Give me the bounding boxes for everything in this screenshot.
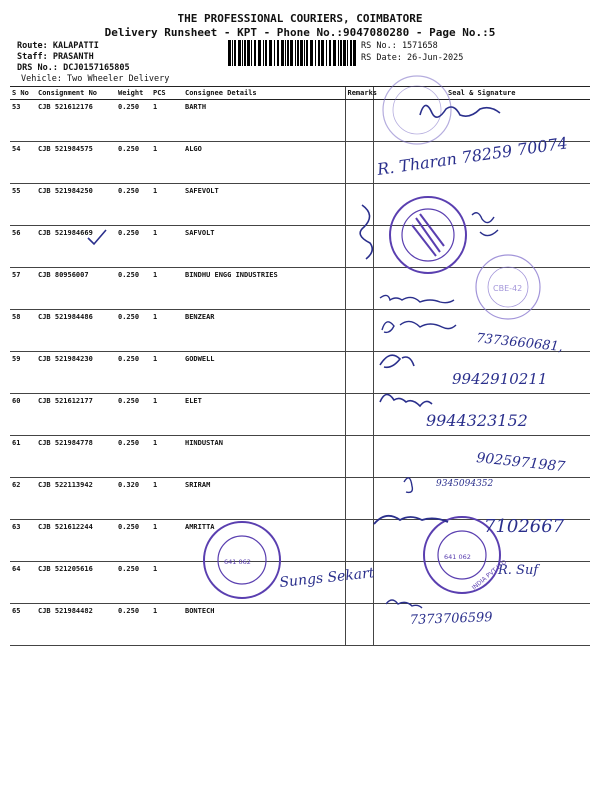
cell-seal-signature <box>373 100 590 142</box>
header-consignee: Consignee Details <box>183 87 345 100</box>
cell-sno: 63 <box>10 520 36 562</box>
cell-pcs: 1 <box>151 394 183 436</box>
cell-consignee: ELET <box>183 394 345 436</box>
cell-weight: 0.250 <box>116 226 151 268</box>
header-seal-signature: Seal & Signature <box>373 87 590 100</box>
handwriting-65: 7373706599 <box>409 610 493 628</box>
cell-consignment-no: CJB 521984575 <box>36 142 116 184</box>
cell-weight: 0.250 <box>116 520 151 562</box>
header-weight: Weight <box>116 87 151 100</box>
barcode <box>228 40 356 66</box>
cell-consignee: SAFEVOLT <box>183 184 345 226</box>
table-row <box>10 562 590 604</box>
table-row <box>10 352 590 394</box>
cell-consignee: BARTH <box>183 100 345 142</box>
runsheet-subtitle: Delivery Runsheet - KPT - Phone No.:9047080280 - Page No.:5 <box>104 26 496 39</box>
rs-date: RS Date: 26-Jun-2025 <box>361 53 464 63</box>
cell-sno: 59 <box>10 352 36 394</box>
drs-label: DRS No.: <box>17 63 58 73</box>
cell-consignee: GODWELL <box>183 352 345 394</box>
handwriting-62: 9345094352 <box>436 479 494 489</box>
stamp-pincode-right: 641 062 <box>444 553 471 561</box>
cell-sno: 62 <box>10 478 36 520</box>
cell-consignee: BENZEAR <box>183 310 345 352</box>
stamp-india-text: INDIA PVT LTD <box>470 558 509 592</box>
table-row <box>10 478 590 520</box>
table-row <box>10 142 590 184</box>
cell-seal-signature <box>373 310 590 352</box>
cell-seal-signature <box>373 394 590 436</box>
cell-sno: 54 <box>10 142 36 184</box>
cell-sno: 56 <box>10 226 36 268</box>
cell-seal-signature <box>373 226 590 268</box>
cell-consignment-no: CJB 521984230 <box>36 352 116 394</box>
staff-label: Staff: PRASANTH <box>17 52 94 62</box>
route-label: Route: KALAPATTI <box>17 41 99 51</box>
cell-consignee: ALGO <box>183 142 345 184</box>
cell-remarks <box>345 352 373 394</box>
table-row <box>10 100 590 142</box>
cell-pcs: 1 <box>151 352 183 394</box>
table-row <box>10 184 590 226</box>
cell-consignee: AMRITTA <box>183 520 345 562</box>
handwriting-59: 9942910211 <box>452 370 548 388</box>
table-row <box>10 394 590 436</box>
cell-weight: 0.250 <box>116 604 151 646</box>
cell-pcs: 1 <box>151 562 183 604</box>
handwriting-58-phone: 7373660681, <box>475 331 564 356</box>
cell-seal-signature <box>373 142 590 184</box>
cell-weight: 0.250 <box>116 436 151 478</box>
cell-remarks <box>345 310 373 352</box>
header-pcs: PCS <box>151 87 183 100</box>
cell-seal-signature <box>373 352 590 394</box>
stamp-pincode-left: 641 062 <box>224 558 251 566</box>
cell-consignment-no: CJB 521984250 <box>36 184 116 226</box>
cell-seal-signature <box>373 268 590 310</box>
company-title: THE PROFESSIONAL COURIERS, COIMBATORE <box>177 12 423 25</box>
cell-pcs: 1 <box>151 184 183 226</box>
cell-weight: 0.250 <box>116 310 151 352</box>
cell-pcs: 1 <box>151 142 183 184</box>
cell-weight: 0.250 <box>116 394 151 436</box>
cell-consignee: SRIRAM <box>183 478 345 520</box>
handwriting-54: R. Tharan 78259 70074 <box>375 133 569 179</box>
cell-weight: 0.250 <box>116 268 151 310</box>
cell-consignee: BINDHU ENGG INDUSTRIES <box>183 268 345 310</box>
cell-weight: 0.250 <box>116 142 151 184</box>
runsheet-table <box>10 86 590 646</box>
table-row <box>10 226 590 268</box>
table-row <box>10 436 590 478</box>
cell-sno: 58 <box>10 310 36 352</box>
header-remarks: Remarks <box>345 87 373 100</box>
handwriting-63: 7102667 <box>484 516 565 537</box>
cell-consignee <box>183 562 345 604</box>
cell-pcs: 1 <box>151 268 183 310</box>
cell-consignment-no: CJB 521612244 <box>36 520 116 562</box>
cell-remarks <box>345 142 373 184</box>
cell-weight: 0.250 <box>116 100 151 142</box>
cell-seal-signature <box>373 478 590 520</box>
cell-pcs: 1 <box>151 520 183 562</box>
cell-remarks <box>345 100 373 142</box>
vehicle-label: Vehicle: Two Wheeler Delivery <box>21 74 170 84</box>
cell-pcs: 1 <box>151 226 183 268</box>
cell-consignee: HINDUSTAN <box>183 436 345 478</box>
cell-sno: 60 <box>10 394 36 436</box>
cell-pcs: 1 <box>151 100 183 142</box>
cell-consignee: SAFVOLT <box>183 226 345 268</box>
cell-seal-signature <box>373 436 590 478</box>
cell-pcs: 1 <box>151 604 183 646</box>
header-consignment: Consignment No <box>36 87 116 100</box>
cell-consignment-no: CJB 521984486 <box>36 310 116 352</box>
drs-number: DCJ0157165805 <box>63 63 130 73</box>
cell-seal-signature <box>373 562 590 604</box>
handwriting-64b: Sungs Sekart <box>278 565 376 591</box>
cell-pcs: 1 <box>151 436 183 478</box>
cell-sno: 53 <box>10 100 36 142</box>
cell-remarks <box>345 436 373 478</box>
cell-consignment-no: CJB 521612176 <box>36 100 116 142</box>
header-sno: S No <box>10 87 36 100</box>
cell-consignment-no: CJB 521984778 <box>36 436 116 478</box>
cell-remarks <box>345 184 373 226</box>
cell-weight: 0.250 <box>116 562 151 604</box>
cell-consignment-no: CJB 521612177 <box>36 394 116 436</box>
cell-consignment-no: CJB 521205616 <box>36 562 116 604</box>
handwriting-61a: 9944323152 <box>426 411 528 430</box>
table-row <box>10 604 590 646</box>
cell-remarks <box>345 268 373 310</box>
cell-weight: 0.250 <box>116 352 151 394</box>
cell-consignment-no: CJB 80956007 <box>36 268 116 310</box>
cell-sno: 65 <box>10 604 36 646</box>
cell-weight: 0.320 <box>116 478 151 520</box>
cell-seal-signature <box>373 184 590 226</box>
cell-remarks <box>345 226 373 268</box>
cell-pcs: 1 <box>151 310 183 352</box>
cell-seal-signature <box>373 520 590 562</box>
cell-consignee: BONTECH <box>183 604 345 646</box>
cell-remarks <box>345 394 373 436</box>
cell-sno: 64 <box>10 562 36 604</box>
cell-remarks <box>345 478 373 520</box>
cell-pcs: 1 <box>151 478 183 520</box>
cell-consignment-no: CJB 522113942 <box>36 478 116 520</box>
table-header <box>10 87 590 100</box>
cell-sno: 61 <box>10 436 36 478</box>
cell-remarks <box>345 520 373 562</box>
drs-row <box>17 63 130 73</box>
stamp-cbe-text: CBE-42 <box>493 284 523 293</box>
cell-seal-signature <box>373 604 590 646</box>
handwriting-61b: 9025971987 <box>475 450 566 476</box>
rs-number: RS No.: 1571658 <box>361 41 438 51</box>
cell-remarks <box>345 562 373 604</box>
cell-consignment-no: CJB 521984669 <box>36 226 116 268</box>
cell-sno: 55 <box>10 184 36 226</box>
cell-consignment-no: CJB 521984482 <box>36 604 116 646</box>
handwriting-64: R. Suf <box>498 563 539 578</box>
cell-remarks <box>345 604 373 646</box>
cell-weight: 0.250 <box>116 184 151 226</box>
cell-sno: 57 <box>10 268 36 310</box>
table-row <box>10 520 590 562</box>
table-row <box>10 268 590 310</box>
table-row <box>10 310 590 352</box>
